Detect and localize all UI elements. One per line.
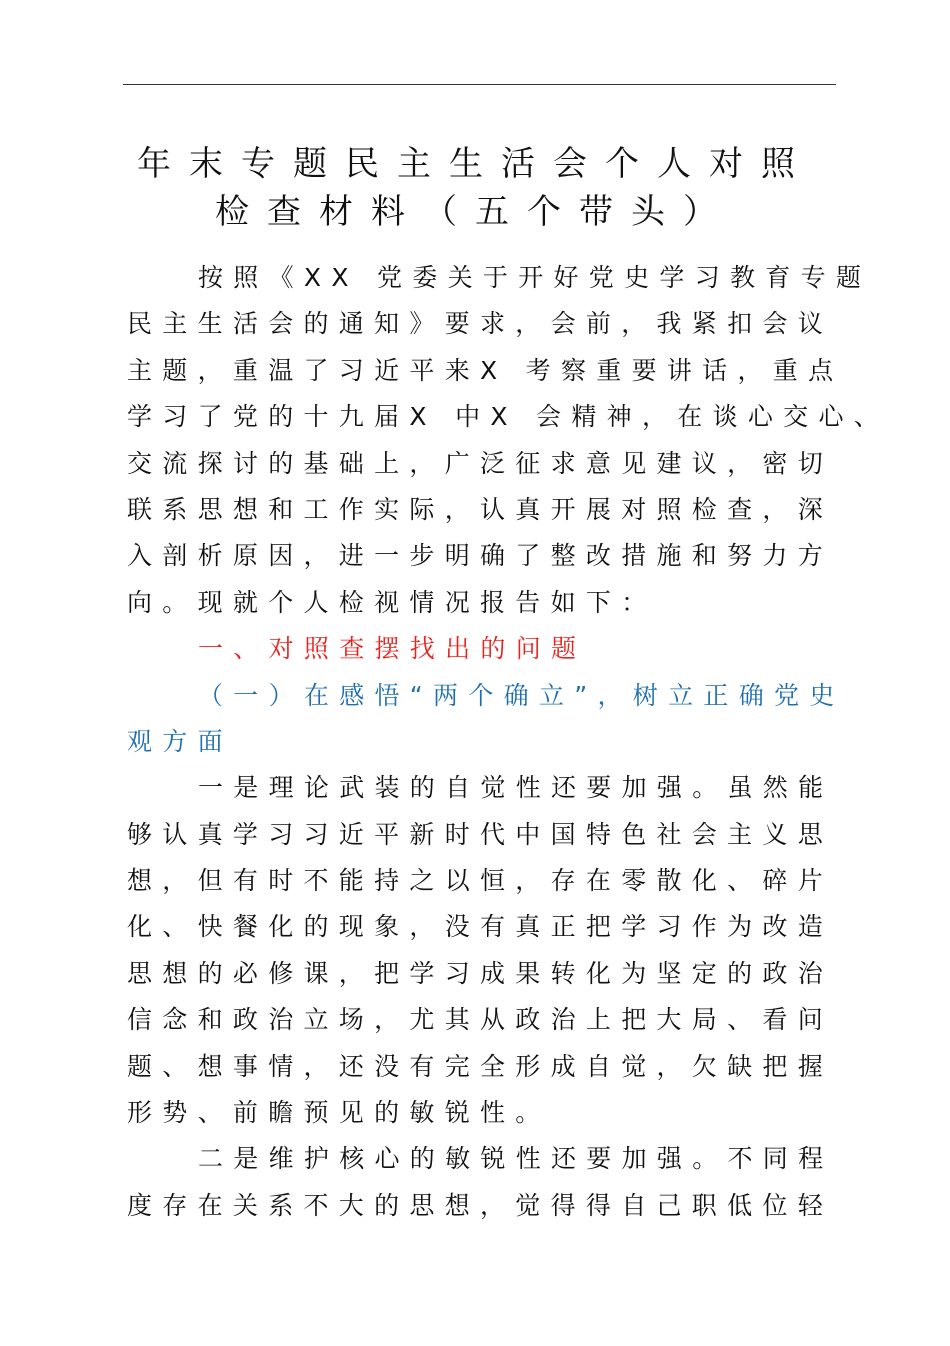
document-title-line-1: 年末专题民主生活会个人对照: [137, 144, 813, 184]
text-line: 向。现就个人检视情况报告如下：: [127, 588, 657, 617]
text-line: 按照《XX 党委关于开好党史学习教育专题: [198, 263, 872, 292]
text-line: 形势、前瞻预见的敏锐性。: [127, 1098, 551, 1127]
text-line: 想，但有时不能持之以恒，存在零散化、碎片: [127, 866, 834, 895]
text-line: 思想的必修课，把学习成果转化为坚定的政治: [127, 959, 834, 988]
text-line: 化、快餐化的现象，没有真正把学习作为改造: [127, 912, 834, 941]
text-line: 入剖析原因，进一步明确了整改措施和努力方: [127, 541, 834, 570]
section-heading: 一、对照查摆找出的问题: [198, 634, 587, 663]
top-rule: [123, 84, 836, 85]
text-line: 民主生活会的通知》要求，会前，我紧扣会议: [127, 309, 834, 338]
text-line: 够认真学习习近平新时代中国特色社会主义思: [127, 820, 834, 849]
text-line: 交流探讨的基础上，广泛征求意见建议，密切: [127, 449, 834, 478]
text-line: （一）在感悟“两个确立”，树立正确党史: [198, 681, 845, 710]
text-line: 观方面: [127, 727, 233, 756]
text-line: 二是维护核心的敏锐性还要加强。不同程: [198, 1144, 834, 1173]
text-line: 一是理论武装的自觉性还要加强。虽然能: [198, 773, 834, 802]
text-line: 主题，重温了习近平来X 考察重要讲话，重点: [127, 356, 844, 385]
text-line: 信念和政治立场，尤其从政治上把大局、看问: [127, 1005, 834, 1034]
text-line: 联系思想和工作实际，认真开展对照检查，深: [127, 495, 834, 524]
document-title-line-2: 检查材料（五个带头）: [215, 192, 735, 232]
text-line: 题、想事情，还没有完全形成自觉，欠缺把握: [127, 1052, 834, 1081]
text-line: 学习了党的十九届X 中X 会精神，在谈心交心、: [127, 402, 890, 431]
text-line: 度存在关系不大的思想，觉得得自己职低位轻: [127, 1191, 834, 1220]
